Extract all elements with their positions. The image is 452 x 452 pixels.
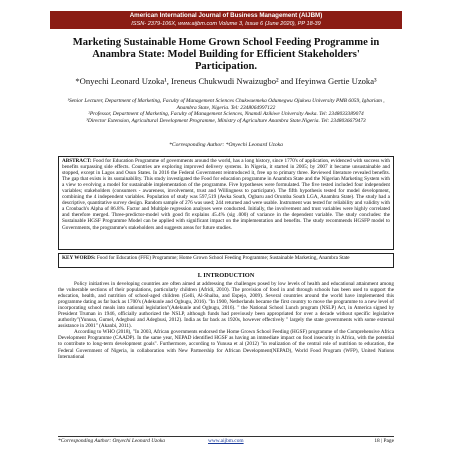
- paper-title: Marketing Sustainable Home Grown School Feeding Programme in Anambra State: Model Building for Efficient Stakeholders' Participation.: [72, 37, 380, 72]
- keywords-text: Food for Education (FFE) Programme; Home Grown School Feeding Programme; Sustainable Marketing, Anambra State: [96, 255, 350, 261]
- section-heading-introduction: I. INTRODUCTION: [197, 272, 255, 279]
- affiliation-2: ²Professor, Department of Marketing, Faculty of Management Sciences, Nnamdi Azikiwe University Awka. Tel: 2348033389074: [88, 111, 364, 118]
- body-paragraph: Policy initiatives in developing countries are often aimed at addressing the challenges posed by low levels of health and educational attainment among the vulnerable sections of their populations, particularly children (Afridi, 2010). The provision of food in and through schools has been used to support the education, health, and nutrition of school-aged children (Gelli, Al-Shaiba, and Espejo, 2009). Several countries around the world have implemented this programme dating as far back as 1700's (Adekunle and Ogbugu, 2016). "In 1900, Netherlands became the first country to move the programme to a new level of incorporating school meals into national legislation"(Adekunle and Ogbugu, 2016). " the National School Lunch program (NSLP) Act, in America signed by President Truman in 1946, officially authorized the NSLP, although funds had previously been appropriated for over a decade without specific legislative authority"(Yunusa, Gumel, Adegbusi and Adegbusi, 2012). India as far back as 1920s, however effectively " largely the state governments with some external assistance in 2001" (Akanbi, 2011).: [58, 281, 394, 330]
- affiliation-1: ¹Senior Lecturer, Department of Marketing, Faculty of Management Sciences Chukwuemeka Odumegwu Ojukwu University PMB 6059, Igbariam , Anambra State, Nigeria. Tel: 2348064997122: [67, 98, 385, 111]
- abstract-box: [58, 156, 394, 250]
- journal-header-banner: [50, 11, 402, 29]
- body-text: [58, 281, 394, 432]
- keywords-label: KEY WORDS:: [62, 255, 96, 261]
- abstract-text: Food for Education Programme of governments around the world, has a long history, since 1770's of application, evidenced with success with benefits surpassing side effects. Countries are exploring improved delivery systems. In Nigeria, it started in 2005; by 2007 it became unsustainable and stopped, except in Lagos and Osun States. In 2016 the Federal Government reintroduced it, free up to primary three. Reviewed literature revealed benefits. The gap that exists is its sustainability. This study investigated the Food for education programme in Anambra State and the Nigerian Marketing System with a view to evolving a model for sustainable implementation of the programme. Five hypotheses were formulated. The five tested included four independent variables; stakeholders (consumers - awareness, involvement, trust and Willingness to participate). The fifth hypothesis tested for model development, combining the 4 independent variables. Population of study was 597,519 (Awka South, Ogbaru and Orumba South LGA, Anambra State). The study had a descriptive, quantitative survey design. Random sample of 276 was used; 244 returned and were usable. Instrument was tested for reliability and validity with a Cronbach's Alpha of 86.8%. Factor and Multiple regression analyses were conducted. Initially, the involvement and trust variables were highly correlated and therefore merged. Three-predictor-model with good fit explains 45.4% (sig .000) of variance in the dependent variable. The study concludes: the Sustainable HGSF Programme Model can be applied with significant impact on the implementation and benefits. The study recommends HGSFP model to Governments, the programme's stakeholders and suggests areas for future studies.: [62, 158, 391, 231]
- abstract-label: ABSTRACT:: [62, 158, 92, 164]
- footer-corresponding-author: *Corresponding Author: Onyechi Leonard Uzoka: [58, 438, 166, 444]
- page-footer: [58, 436, 394, 444]
- footer-page-number: 18 | Page: [374, 438, 394, 444]
- journal-name: American International Journal of Business Management (AIJBM): [129, 12, 323, 19]
- journal-issn-line: ISSN- 2379-106X, www.aijbm.com Volume 3, Issue 6 (June 2020), PP 18-39: [131, 21, 321, 27]
- author-list: *Onyechi Leonard Uzoka¹, Ireneus Chukwudi Nwaizugbo² and Ifeyinwa Gertie Uzoka³: [75, 76, 377, 86]
- footer-journal-link[interactable]: www.aijbm.com: [208, 438, 244, 444]
- affiliation-3: ³Director Extension, Agricultural Development Programme, Ministry of Agriculture Anambra State.Nigeria. Tel: 2348036679473: [86, 117, 366, 124]
- keywords-box: [58, 253, 394, 268]
- affiliations: [60, 98, 392, 124]
- body-paragraph: According to WHO (2018), "In 2003, African governments endorsed the Home Grown School Feeding (HGSF) programme of the Comprehensive Africa Development Programme (CAADP). In the same year, NEPAD identified HGSF as having an immediate impact on food insecurity in Africa, with the potential to contribute to long-term development goals". Furthermore, according to Yunusa et al (2012) "in realization of the central role of nutrition to education, the Federal Government of Nigeria, in collaboration with New Partnership for African Development(NEPAD), World Food Program (WFP), United Nations International: [58, 329, 394, 360]
- corresponding-author-line: *Corresponding Author: *Onyechi Leonard Uzoka: [169, 142, 283, 148]
